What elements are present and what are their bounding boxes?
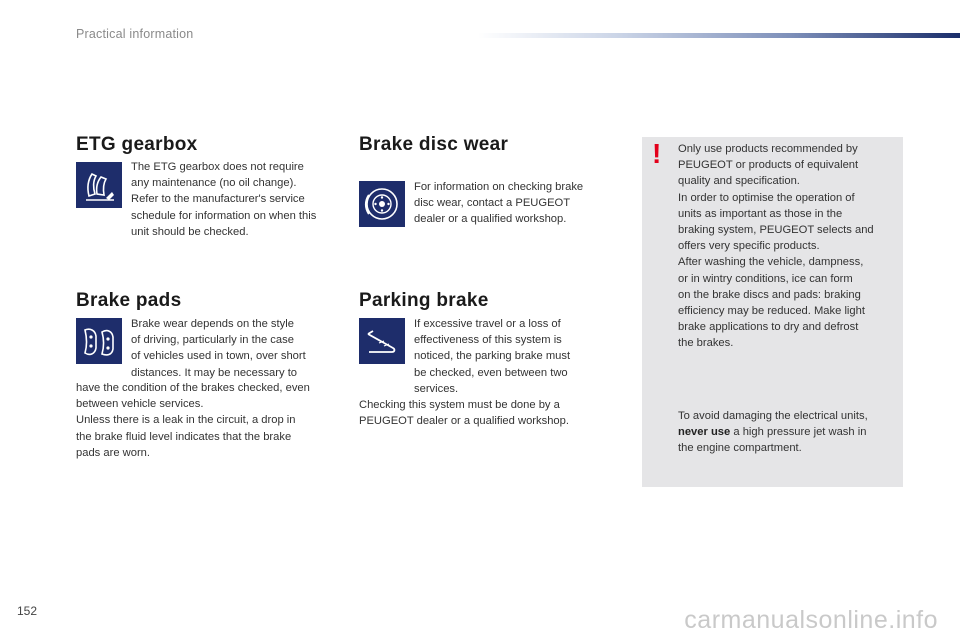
warning-note-text: a high pressure jet wash in [730,426,867,439]
parking-brake-line: If excessive travel or a loss of [414,318,561,330]
warning-note-emphasis: never use [678,426,731,439]
warning-paragraph [678,141,874,352]
warning-line: efficiency may be reduced. Make light [678,305,865,318]
brake-pads-paragraph-intro [131,316,306,381]
page-section-title: Practical information [76,27,194,41]
parking-brake-line: Checking this system must be done by a [359,399,560,411]
warning-note-line: the engine compartment. [678,442,802,455]
warning-line: or in wintry conditions, ice can form [678,272,853,285]
brake-pads-line: of vehicles used in town, over short [131,350,306,363]
etg-line: unit should be checked. [131,225,249,238]
etg-line: The ETG gearbox does not require [131,161,304,173]
warning-line: Only use products recommended by [678,143,858,155]
etg-line: schedule for information on when this [131,209,317,222]
parking-brake-paragraph-intro [414,316,570,397]
warning-note-line: To avoid damaging the electrical units, [678,410,868,422]
warning-line: quality and specification. [678,175,800,188]
warning-exclamation-icon: ! [652,138,662,169]
parking-brake-line: noticed, the parking brake must [414,350,571,363]
etg-gearbox-heading: ETG gearbox [76,134,198,155]
parking-brake-heading: Parking brake [359,290,489,311]
warning-line: PEUGEOT or products of equivalent [678,159,859,172]
parking-brake-line: effectiveness of this system is [414,334,562,347]
brake-pads-line: of driving, particularly in the case [131,334,294,347]
parking-brake-line: PEUGEOT dealer or a qualified workshop. [359,415,569,428]
brake-pads-heading: Brake pads [76,290,182,311]
header-gradient-bar [478,33,960,38]
warning-line: the brakes. [678,337,734,350]
parking-brake-icon [359,318,405,364]
warning-line: braking system, PEUGEOT selects and [678,224,874,237]
watermark: carmanualsonline.info [684,606,938,634]
brake-disc-paragraph [414,179,583,228]
brake-disc-line: For information on checking brake [414,181,584,193]
brake-pads-line: Unless there is a leak in the circuit, a drop in [76,414,296,427]
etg-line: any maintenance (no oil change). [131,177,297,190]
brake-pads-line: pads are worn. [76,446,151,459]
brake-pads-icon [76,318,122,364]
brake-pads-line: distances. It may be necessary to [131,366,298,379]
warning-line: brake applications to dry and defrost [678,321,859,334]
warning-line: offers very specific products. [678,240,820,253]
parking-brake-line: services. [414,382,459,395]
warning-line: After washing the vehicle, dampness, [678,256,864,269]
brake-disc-line: dealer or a qualified workshop. [414,213,567,226]
etg-line: Refer to the manufacturer's service [131,193,305,206]
brake-pads-line: have the condition of the brakes checked, even [76,382,310,394]
brake-disc-heading: Brake disc wear [359,134,509,155]
brake-pads-paragraph [76,380,310,461]
page-number: 152 [17,604,38,618]
parking-brake-line: be checked, even between two [414,366,568,379]
brake-pads-line: between vehicle services. [76,398,204,411]
warning-line: In order to optimise the operation of [678,191,855,204]
warning-note-line [678,424,868,440]
etg-paragraph [131,159,316,240]
brake-disc-icon [359,181,405,227]
warning-line: on the brake discs and pads: braking [678,288,861,301]
gearbox-icon [76,162,122,208]
warning-line: units as important as those in the [678,207,843,220]
brake-pads-line: the brake fluid level indicates that the brake [76,430,292,443]
warning-note [678,408,868,457]
brake-disc-line: disc wear, contact a PEUGEOT [414,197,571,210]
parking-brake-paragraph [359,397,569,429]
brake-pads-line: Brake wear depends on the style [131,318,294,330]
